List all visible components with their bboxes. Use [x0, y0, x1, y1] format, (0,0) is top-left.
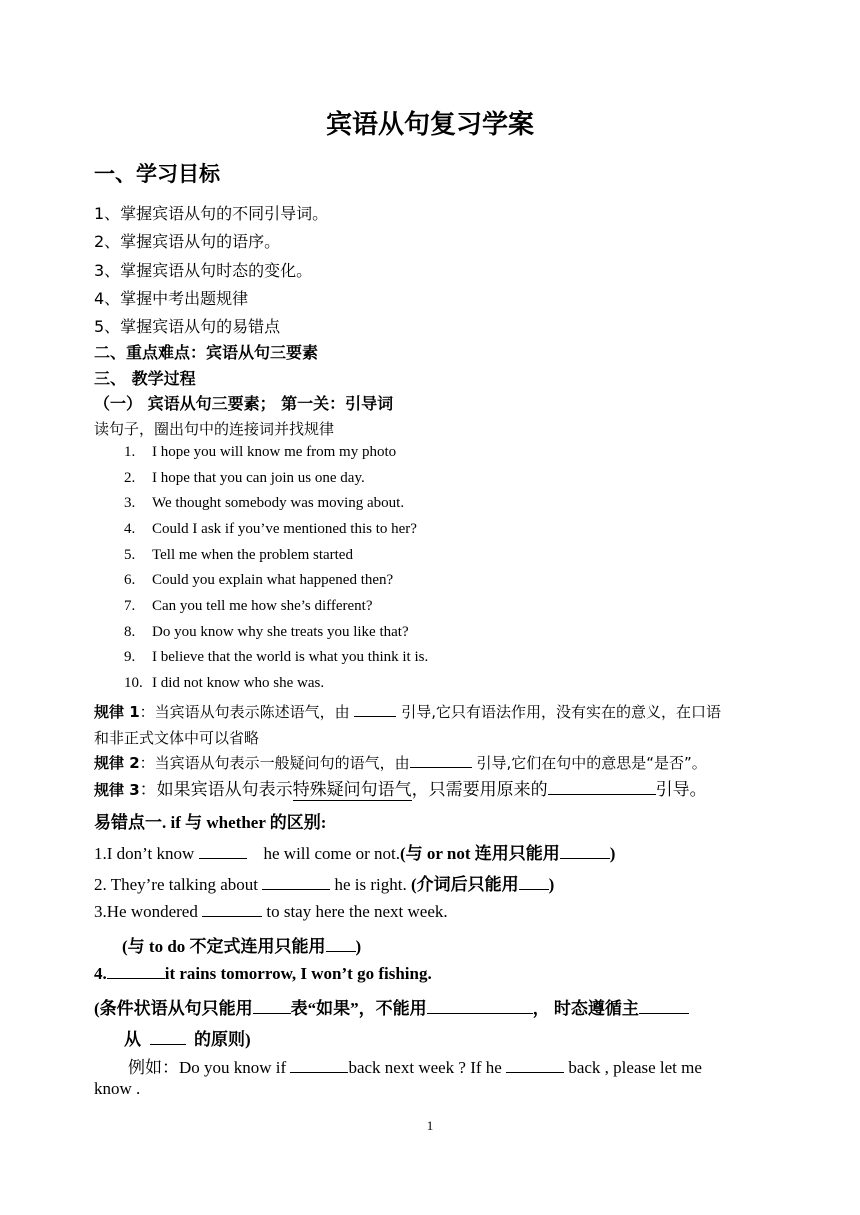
rule-text: 引导。 — [655, 780, 707, 800]
example-note: (与 to do 不定式连用只能用 — [122, 937, 326, 956]
example-note-4-continued — [124, 1025, 251, 1050]
fill-blank[interactable] — [326, 936, 356, 952]
sentence-number: 10. — [124, 675, 143, 691]
rule-text: ：当宾语从句表示陈述语气，由 — [139, 703, 350, 721]
example-note-4 — [94, 994, 689, 1019]
sentence-item — [124, 675, 324, 692]
example-note: (与 or not 连用只能用 — [399, 844, 560, 863]
sentence-number: 1. — [124, 444, 136, 460]
example-note: ) — [609, 844, 616, 863]
instruction-text: 读句子，圈出句中的连接词并找规律 — [94, 420, 335, 438]
example-text: 3.He wondered — [94, 902, 198, 921]
rule-text: ：如果宾语从句表示 — [139, 780, 293, 800]
example-text: 2. They’re talking about — [94, 875, 258, 894]
sentence-text: I hope that you can join us one day. — [152, 470, 365, 486]
fill-blank[interactable] — [107, 963, 165, 979]
example-note: 表“如果”，不能用 — [290, 999, 427, 1018]
sentence-item — [124, 547, 353, 564]
sentence-item — [124, 572, 393, 589]
sentence-text: Could I ask if you’ve mentioned this to her? — [152, 521, 417, 537]
example-note: (介词后只能用 — [410, 875, 519, 894]
sentence-item — [124, 624, 409, 641]
example-note: (条件状语从句只能用 — [94, 999, 253, 1018]
sentence-text: Can you tell me how she’s different? — [152, 598, 373, 614]
example-text: back , please let me — [568, 1058, 702, 1077]
example-text: back next week ? If he — [348, 1058, 502, 1077]
rule-3 — [94, 775, 707, 800]
fill-blank[interactable] — [253, 998, 291, 1014]
fill-blank[interactable] — [202, 901, 262, 917]
example-sentence — [128, 1053, 702, 1078]
rule-2 — [94, 752, 707, 773]
example-note: ， 时态遵循主 — [532, 999, 639, 1018]
example-note: 从 — [124, 1030, 141, 1049]
sentence-number: 4. — [124, 521, 136, 537]
sentence-item — [124, 444, 396, 461]
pitfall-heading: 易错点一. if 与 whether 的区别: — [94, 813, 327, 832]
example-note: ) — [548, 875, 555, 894]
fill-blank[interactable] — [150, 1029, 186, 1045]
page-number: 1 — [426, 1118, 434, 1133]
sentence-text: Tell me when the problem started — [152, 547, 353, 563]
goal-item: 4、掌握中考出题规律 — [94, 289, 249, 308]
example-text: 4. — [94, 964, 107, 983]
example-line-2 — [94, 870, 554, 895]
sentence-number: 9. — [124, 649, 136, 665]
sentence-number: 5. — [124, 547, 136, 563]
sentence-number: 8. — [124, 624, 136, 640]
rule-label: 规律 3 — [94, 781, 140, 799]
fill-blank[interactable] — [354, 701, 396, 717]
fill-blank[interactable] — [199, 843, 247, 859]
sentence-text: I hope you will know me from my photo — [152, 444, 397, 460]
page-title: 宾语从句复习学案 — [325, 110, 534, 140]
sentence-item — [124, 521, 417, 538]
goal-item: 3、掌握宾语从句时态的变化。 — [94, 261, 313, 280]
example-note: ) — [355, 937, 362, 956]
rule-text: ：当宾语从句表示一般疑问句的语气，由 — [139, 754, 410, 772]
sentence-number: 6. — [124, 572, 136, 588]
rule-text: 引导,它们在句中的意思是“是否”。 — [476, 754, 707, 772]
fill-blank[interactable] — [410, 752, 472, 768]
example-note-3 — [122, 932, 361, 957]
rule-label: 规律 2 — [94, 754, 140, 772]
goal-item: 1、掌握宾语从句的不同引导词。 — [94, 204, 329, 223]
sentence-text: Could you explain what happened then? — [152, 572, 394, 588]
goal-item: 5、掌握宾语从句的易错点 — [94, 317, 281, 336]
example-text: he will come or not. — [263, 844, 400, 863]
sentence-item — [124, 470, 365, 487]
sentence-number: 3. — [124, 495, 136, 511]
fill-blank[interactable] — [560, 843, 610, 859]
example-text: 1.I don’t know — [94, 844, 195, 863]
section-heading-process: 三、 教学过程 — [94, 369, 196, 388]
example-text: he is right. — [334, 875, 407, 894]
sentence-text: I believe that the world is what you think it is. — [152, 649, 429, 665]
fill-blank[interactable] — [639, 998, 689, 1014]
fill-blank[interactable] — [427, 998, 533, 1014]
sentence-number: 2. — [124, 470, 136, 486]
sentence-text: We thought somebody was moving about. — [152, 495, 405, 511]
example-text: it rains tomorrow, I won’t go fishing. — [164, 964, 432, 983]
sentence-item — [124, 495, 404, 512]
example-line-1 — [94, 839, 615, 864]
rule-text: 引导,它只有语法作用，没有实在的意义，在口语 — [401, 703, 722, 721]
fill-blank[interactable] — [506, 1057, 564, 1073]
sentence-item — [124, 649, 428, 666]
section-heading-goals: 一、学习目标 — [94, 162, 220, 186]
rule-text: ，只需要用原来的 — [411, 780, 548, 800]
rule-label: 规律 1 — [94, 703, 140, 721]
goal-item: 2、掌握宾语从句的语序。 — [94, 232, 281, 251]
example-sentence-continued: know . — [94, 1079, 141, 1098]
sentence-text: Do you know why she treats you like that? — [152, 624, 409, 640]
fill-blank[interactable] — [548, 779, 656, 795]
fill-blank[interactable] — [262, 874, 330, 890]
example-note: 的原则) — [194, 1030, 251, 1049]
fill-blank[interactable] — [519, 874, 549, 890]
example-text: 例如：Do you know if — [128, 1058, 287, 1077]
example-line-3 — [94, 901, 448, 922]
example-line-4 — [94, 963, 432, 984]
section-heading-key-points: 二、重点难点：宾语从句三要素 — [94, 343, 319, 362]
sentence-text: I did not know who she was. — [152, 675, 325, 691]
sentence-item — [124, 598, 373, 615]
underlined-text: 特殊疑问句语气 — [292, 780, 412, 800]
rule-1-continued: 和非正式文体中可以省略 — [94, 729, 260, 747]
sentence-number: 7. — [124, 598, 136, 614]
example-text: to stay here the next week. — [266, 902, 448, 921]
subsection-heading: （一） 宾语从句三要素； 第一关：引导词 — [94, 394, 394, 413]
fill-blank[interactable] — [290, 1057, 348, 1073]
rule-1 — [94, 701, 721, 722]
